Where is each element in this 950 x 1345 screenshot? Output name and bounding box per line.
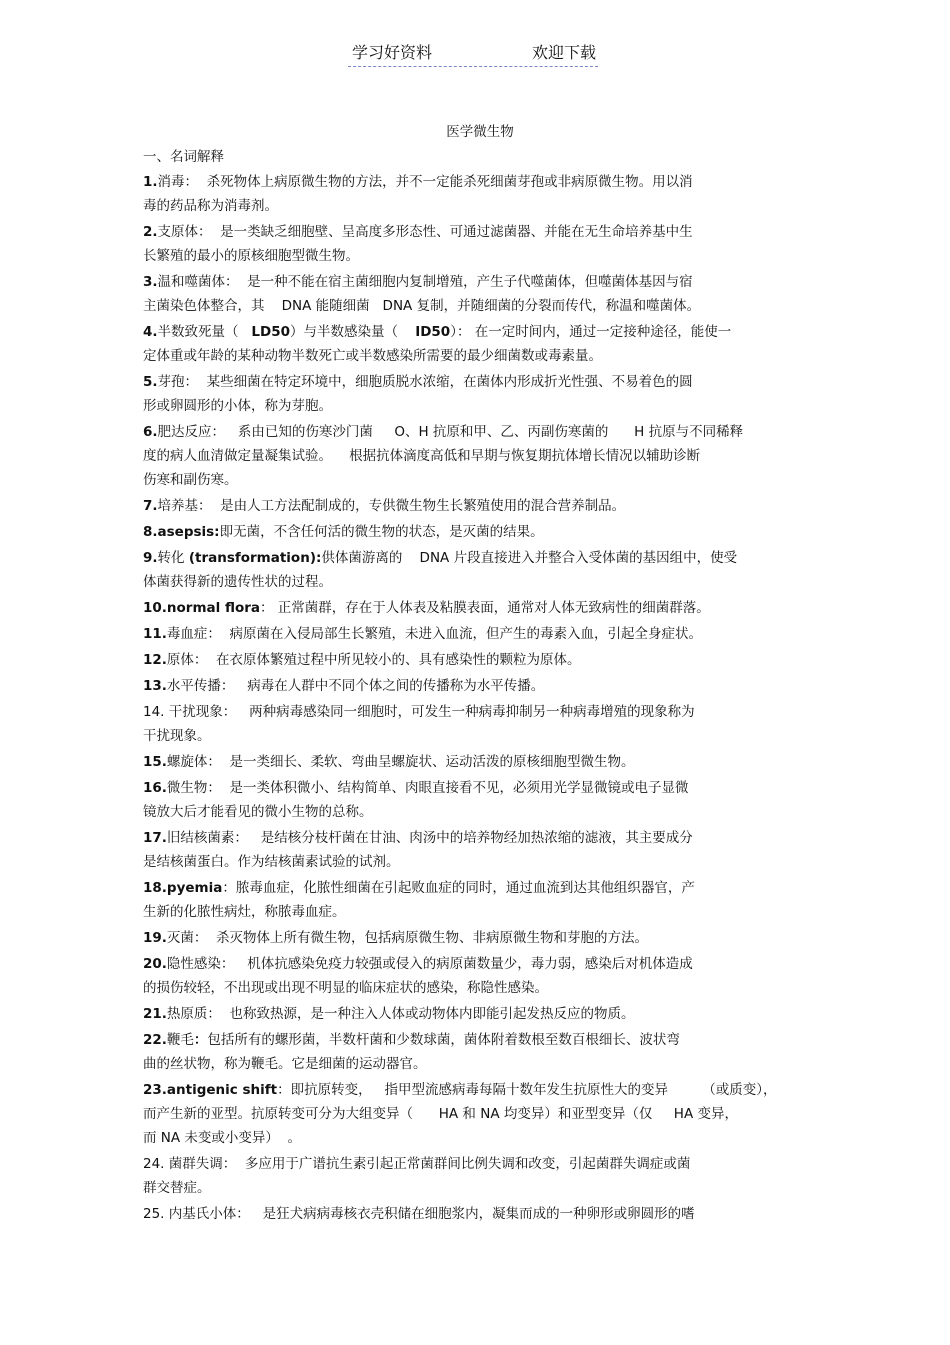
entry-text: 转化 [157,550,189,566]
glossary-entry [143,776,813,824]
entry-line [143,1002,813,1026]
entry-text: 镜放大后才能看见的微小生物的总称。 [143,804,373,820]
entry-line [143,370,813,394]
entry-line [143,546,813,570]
entry-line [143,976,813,1000]
entry-term: 16. [143,780,167,796]
glossary-entry [143,648,813,672]
entry-text: 而产生新的亚型。抗原转变可分为大组变异（ HA 和 NA 均变异）和亚型变异（仅 HA 变异， [143,1106,738,1122]
entry-text: 毒的药品称为消毒剂。 [143,198,278,214]
entry-text: 是结核菌蛋白。作为结核菌素试验的试剂。 [143,854,400,870]
entry-term: ID50 [415,324,451,340]
entry-text: 支原体： 是一类缺乏细胞壁、呈高度多形态性、可通过滤菌器、并能在无生命培养基中生 [157,224,693,240]
entry-line [143,700,813,724]
glossary-entry [143,1002,813,1026]
entry-text: ：脓毒血症，化脓性细菌在引起败血症的同时，通过血流到达其他组织器官，产 [222,880,695,896]
entry-text: 微生物： 是一类体积微小、结构简单、肉眼直接看不见，必须用光学显微镜或电子显微 [166,780,689,796]
entry-text: ）与半数感染量（ [290,324,416,340]
entry-line [143,394,813,418]
entry-line [143,674,813,698]
entry-line [143,570,813,594]
entry-text: ： 正常菌群，存在于人体表及粘膜表面，通常对人体无致病性的细菌群落。 [260,600,710,616]
glossary-entry [143,596,813,620]
entry-text: 灭菌： 杀灭物体上所有微生物，包括病原微生物、非病原微生物和芽胞的方法。 [166,930,649,946]
entry-line [143,1078,813,1102]
entry-line [143,1052,813,1076]
entry-term: 10.normal flora [143,600,261,616]
entry-text: 定体重或年龄的某种动物半数死亡或半数感染所需要的最少细菌数或毒素量。 [143,348,602,364]
glossary-entry [143,1078,813,1150]
entry-line [143,1126,813,1150]
glossary-entry [143,926,813,950]
entry-term: 12. [143,652,167,668]
entry-text: 长繁殖的最小的原核细胞型微生物。 [143,248,359,264]
entry-line [143,876,813,900]
entry-line [143,622,813,646]
entry-line [143,900,813,924]
glossary-entry [143,1152,813,1200]
glossary-entry [143,520,813,544]
entry-text: 度的病人血清做定量凝集试验。 根据抗体滴度高低和早期与恢复期抗体增长情况以辅助诊断 [143,448,701,464]
document-title: 医学微生物 [446,124,514,140]
entry-line [143,220,813,244]
entry-line [143,1152,813,1176]
entry-line [143,420,813,444]
header-right-text: 欢迎下载 [531,43,596,62]
entry-text: 干扰现象。 [143,728,211,744]
entry-text: 伤寒和副伤寒。 [143,472,238,488]
entry-line [143,648,813,672]
entry-line [143,926,813,950]
entry-text: 培养基： 是由人工方法配制成的，专供微生物生长繁殖使用的混合营养制品。 [157,498,626,514]
page-header [348,40,598,67]
glossary-entry [143,1202,813,1226]
entry-term: 5. [143,374,158,390]
glossary-entry [143,420,813,492]
entry-text: 的损伤较轻，不出现或出现不明显的临床症状的感染，称隐性感染。 [143,980,548,996]
glossary-entry [143,826,813,874]
entry-term: 18.pyemia [143,880,223,896]
entry-text: 水平传播： 病毒在人群中不同个体之间的传播称为水平传播。 [166,678,545,694]
entry-line [143,1202,813,1226]
entry-term: 3. [143,274,158,290]
entry-text: 温和噬菌体： 是一种不能在宿主菌细胞内复制增殖，产生子代噬菌体，但噬菌体基因与宿 [157,274,693,290]
entry-text: 即无菌，不含任何活的微生物的状态，是灭菌的结果。 [219,524,544,540]
entry-text: 消毒： 杀死物体上病原微生物的方法，并不一定能杀死细菌芽孢或非病原微生物。用以消 [157,174,693,190]
entry-term: 11. [143,626,167,642]
entry-term: ： [193,1032,208,1048]
entry-line [143,270,813,294]
entry-term: 4. [143,324,158,340]
glossary-entry [143,494,813,518]
glossary-list [143,170,813,1228]
entry-line [143,194,813,218]
entry-term: 21. [143,1006,167,1022]
entry-text: 曲的丝状物，称为鞭毛。它是细菌的运动器官。 [143,1056,427,1072]
entry-term: 22. [143,1032,167,1048]
entry-text: 生新的化脓性病灶，称脓毒血症。 [143,904,346,920]
entry-text: ）： 在一定时间内，通过一定接种途径，能使一 [450,324,732,340]
entry-term: 19. [143,930,167,946]
entry-text: 隐性感染： 机体抗感染免疫力较强或侵入的病原菌数量少，毒力弱，感染后对机体造成 [166,956,693,972]
entry-line [143,1176,813,1200]
entry-text: 群交替症。 [143,1180,211,1196]
entry-text: 包括所有的螺形菌，半数杆菌和少数球菌，菌体附着数根至数百根细长、波状弯 [207,1032,680,1048]
glossary-entry [143,952,813,1000]
entry-text: 肥达反应： 系由已知的伤寒沙门菌 O、H 抗原和甲、乙、丙副伤寒菌的 H 抗原与不同稀释 [157,424,744,440]
entry-line [143,294,813,318]
glossary-entry [143,700,813,748]
entry-text: 旧结核菌素： 是结核分枝杆菌在甘油、肉汤中的培养物经加热浓缩的滤液，其主要成分 [166,830,693,846]
entry-line [143,494,813,518]
glossary-entry [143,674,813,698]
entry-text: 体菌获得新的遗传性状的过程。 [143,574,332,590]
entry-text: 形或卵圆形的小体，称为芽胞。 [143,398,332,414]
glossary-entry [143,546,813,594]
entry-term: 23.antigenic shift [143,1082,278,1098]
entry-term: 7. [143,498,158,514]
entry-line [143,724,813,748]
entry-term: 15. [143,754,167,770]
entry-line [143,800,813,824]
entry-line [143,444,813,468]
entry-text: 热原质： 也称致热源，是一种注入人体或动物体内即能引起发热反应的物质。 [166,1006,635,1022]
entry-line [143,520,813,544]
entry-term: 8.asepsis: [143,524,220,540]
glossary-entry [143,750,813,774]
entry-line [143,1102,813,1126]
entry-line [143,952,813,976]
entry-term: 17. [143,830,167,846]
entry-term: (transformation): [188,550,322,566]
glossary-entry [143,320,813,368]
entry-term: 20. [143,956,167,972]
entry-text: 半数致死量（ [157,324,252,340]
entry-term: 6. [143,424,158,440]
entry-text: 原体： 在衣原体繁殖过程中所见较小的、具有感染性的颗粒为原体。 [166,652,581,668]
entry-term: LD50 [251,324,291,340]
entry-text: 25. 内基氏小体： 是狂犬病病毒核衣壳积储在细胞浆内，凝集而成的一种卵形或卵圆形的嗜 [143,1206,695,1222]
entry-text: 芽孢： 某些细菌在特定环境中，细胞质脱水浓缩，在菌体内形成折光性强、不易着色的圆 [157,374,693,390]
glossary-entry [143,270,813,318]
entry-line [143,344,813,368]
glossary-entry [143,876,813,924]
entry-term: 2. [143,224,158,240]
entry-text: 14. 干扰现象： 两种病毒感染同一细胞时，可发生一种病毒抑制另一种病毒增殖的现象称为 [143,704,695,720]
entry-term: 9. [143,550,158,566]
entry-line [143,826,813,850]
entry-text: 螺旋体： 是一类细长、柔软、弯曲呈螺旋状、运动活泼的原核细胞型微生物。 [166,754,635,770]
entry-text: 主菌染色体整合，其 DNA 能随细菌 DNA 复制，并随细菌的分裂而传代，称温和噬菌体。 [143,298,701,314]
section-heading: 一、名词解释 [143,149,224,165]
entry-text: 24. 菌群失调： 多应用于广谱抗生素引起正常菌群间比例失调和改变，引起菌群失调症或菌 [143,1156,691,1172]
entry-term: 13. [143,678,167,694]
entry-text: 毒血症： 病原菌在入侵局部生长繁殖，未进入血流，但产生的毒素入血，引起全身症状。 [166,626,703,642]
header-left-text: 学习好资料 [352,43,433,62]
glossary-entry [143,370,813,418]
entry-term: 1. [143,174,158,190]
glossary-entry [143,220,813,268]
entry-line [143,170,813,194]
entry-line [143,320,813,344]
entry-line [143,776,813,800]
glossary-entry [143,622,813,646]
entry-text: 而 NA 未变或小变异） 。 [143,1130,301,1146]
entry-text: ：即抗原转变， 指甲型流感病毒每隔十数年发生抗原性大的变异 （或质变）， [277,1082,777,1098]
entry-text: 鞭毛 [166,1032,194,1048]
entry-text: 供体菌游离的 DNA 片段直接进入并整合入受体菌的基因组中，使受 [321,550,738,566]
glossary-entry [143,170,813,218]
entry-line [143,1028,813,1052]
glossary-entry [143,1028,813,1076]
entry-line [143,468,813,492]
entry-line [143,244,813,268]
entry-line [143,850,813,874]
entry-line [143,750,813,774]
entry-line [143,596,813,620]
